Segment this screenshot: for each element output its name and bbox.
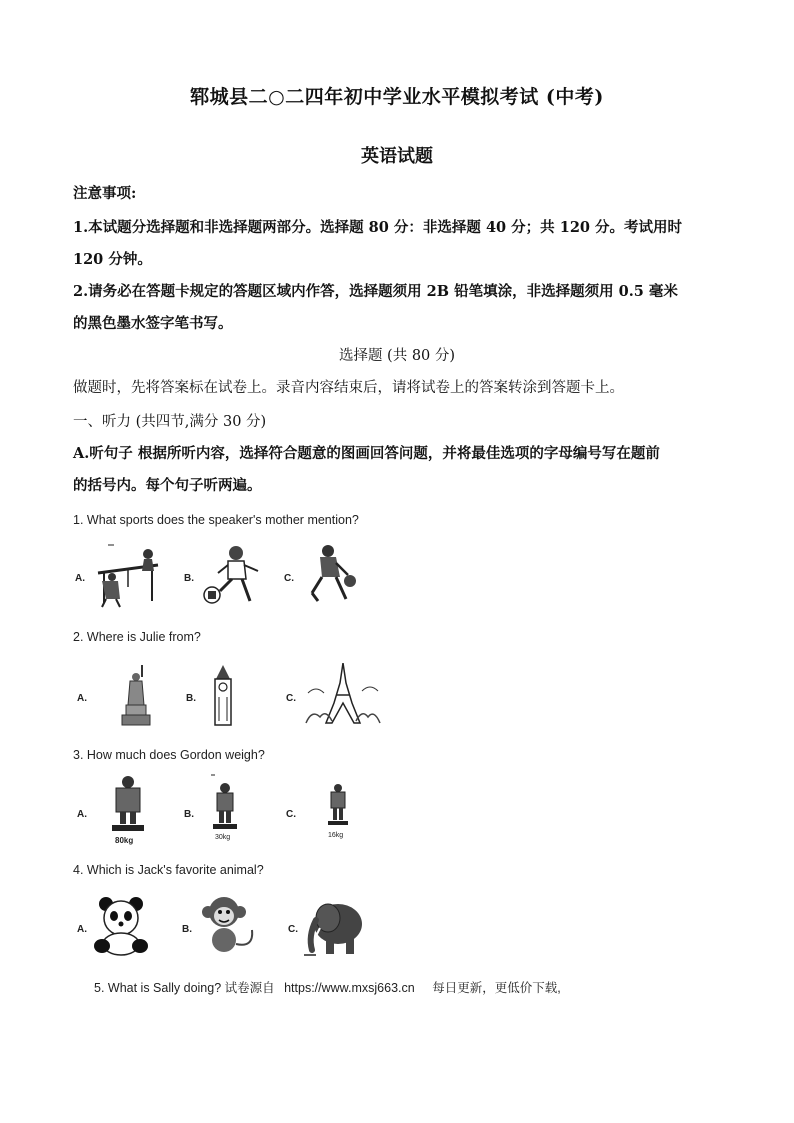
- section-instruction: 做题时，先将答案标在试卷上。录音内容结束后，请将试卷上的答案转涂到答题卡上。: [73, 380, 624, 396]
- soccer-player-icon: [198, 545, 266, 607]
- question-4-option-c-label: C.: [288, 924, 298, 935]
- question-1-option-c-label: C.: [284, 573, 294, 584]
- question-2-option-a-label: A.: [77, 693, 87, 704]
- scale-label-c: 16kg: [328, 832, 344, 839]
- question-1-option-a-label: A.: [75, 573, 85, 584]
- note-item-2-line-1: 2.请务必在答题卡规定的答题区域内作答，选择题须用 2B 铅笔填涂，非选择题须用 0.5 毫米: [73, 283, 678, 300]
- note-item-1-line-2: 120 分钟。: [73, 251, 152, 268]
- question-3-option-c-label: C.: [286, 809, 296, 820]
- part-one-heading: 一、听力 (共四节,满分 30 分): [73, 414, 267, 430]
- question-3-text: 3. How much does Gordon weigh?: [73, 748, 265, 762]
- eiffel-tower-icon: [304, 663, 382, 725]
- big-ben-icon: [210, 665, 236, 727]
- table-tennis-icon: [92, 543, 174, 609]
- source-note: 每日更新，更低价下载,: [432, 981, 561, 995]
- question-3-option-b-label: B.: [184, 809, 194, 820]
- note-item-2-line-2: 的黑色墨水签字笔书写。: [73, 315, 233, 332]
- monkey-icon: [198, 894, 260, 956]
- question-1-text: 1. What sports does the speaker's mother mention?: [73, 513, 359, 527]
- statue-of-liberty-icon: [118, 663, 154, 727]
- choice-section-heading: 选择题 (共 80 分): [338, 348, 456, 364]
- note-item-1-line-1: 1.本试题分选择题和非选择题两部分。选择题 80 分：非选择题 40 分；共 120 分。考试用时: [73, 219, 683, 236]
- question-4-option-b-label: B.: [182, 924, 192, 935]
- question-5-line: [94, 978, 561, 996]
- question-3-option-a-label: A.: [77, 809, 87, 820]
- basketball-player-icon: [300, 545, 362, 605]
- panda-icon: [90, 894, 152, 956]
- question-5-text: 5. What is Sally doing? 试卷源自: [94, 981, 275, 995]
- part-a-line-1: A.听句子 根据所听内容，选择符合题意的图画回答问题，并将最佳选项的字母编号写在题前: [73, 445, 660, 462]
- question-2-option-b-label: B.: [186, 693, 196, 704]
- exam-subject: 英语试题: [361, 146, 433, 167]
- question-2-text: 2. Where is Julie from?: [73, 630, 201, 644]
- elephant-icon: [302, 896, 368, 958]
- question-1-option-b-label: B.: [184, 573, 194, 584]
- person-on-scale-icon: [108, 775, 148, 833]
- part-a-line-2: 的括号内。每个句子听两遍。: [73, 477, 262, 494]
- scale-label-b: 30kg: [215, 834, 231, 841]
- source-url-link[interactable]: https://www.mxsj663.cn: [284, 981, 415, 995]
- person-on-scale-icon: [326, 782, 350, 832]
- question-4-text: 4. Which is Jack's favorite animal?: [73, 863, 264, 877]
- notes-heading: 注意事项:: [73, 185, 137, 202]
- exam-title: 郓城县二○二四年初中学业水平模拟考试 (中考): [190, 86, 604, 108]
- scale-label-a: 80kg: [115, 836, 134, 845]
- question-4-option-a-label: A.: [77, 924, 87, 935]
- person-on-scale-icon: [210, 774, 240, 834]
- question-2-option-c-label: C.: [286, 693, 296, 704]
